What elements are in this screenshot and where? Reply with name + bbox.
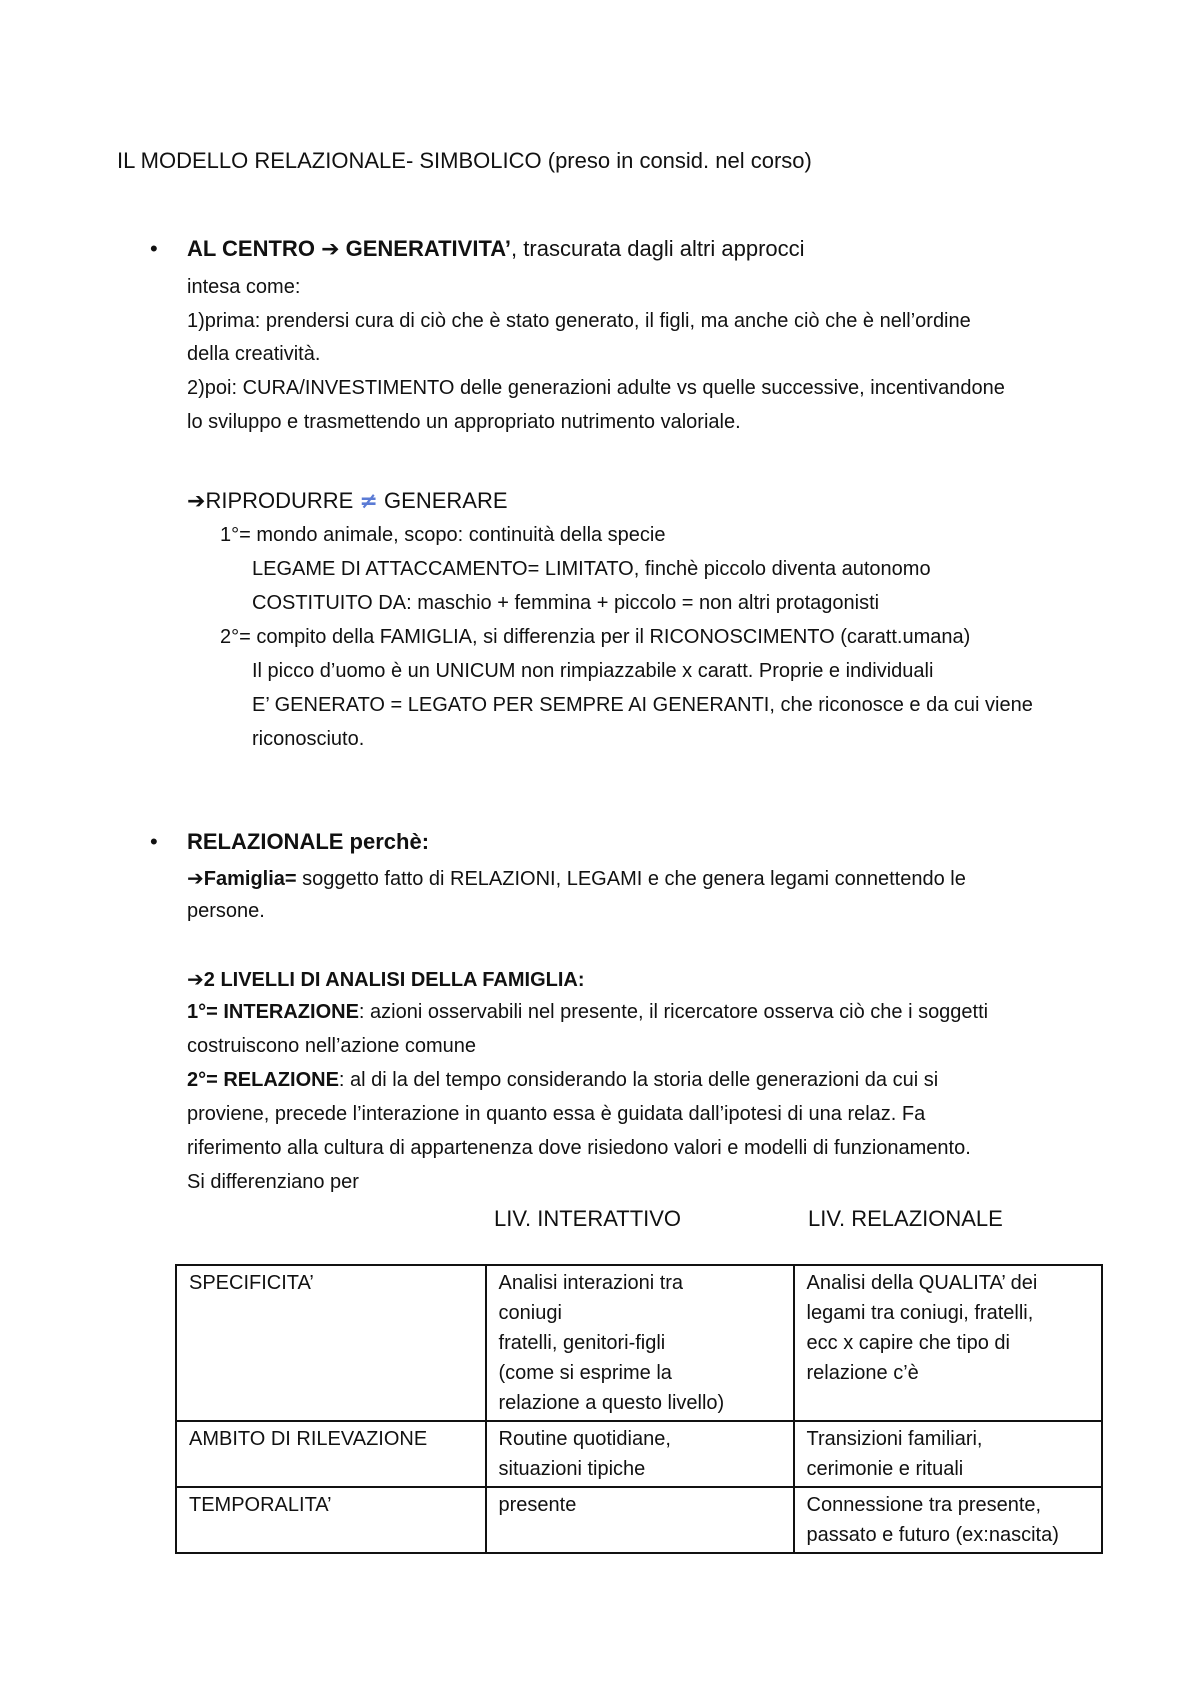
relazionale-cell [794, 1421, 1102, 1487]
interattivo-cell [486, 1265, 794, 1421]
section2-heading: RELAZIONALE perchè: [187, 829, 430, 854]
detail-line: LEGAME DI ATTACCAMENTO= LIMITATO, finchè piccolo diventa autonomo [252, 558, 931, 580]
first-point: 1°= mondo animale, scopo: continuità della specie [220, 524, 666, 546]
page-title: IL MODELLO RELAZIONALE- SIMBOLICO (preso in consid. nel corso) [117, 148, 812, 173]
relazione-cont: proviene, precede l’interazione in quanto essa è guidata dall’ipotesi di una relaz. Fa [187, 1103, 926, 1125]
cell-line: relazione c’è [806, 1362, 919, 1384]
table-row [176, 1487, 1102, 1553]
table-row [176, 1421, 1102, 1487]
levels-heading-text: 2 LIVELLI DI ANALISI DELLA FAMIGLIA: [203, 969, 585, 991]
detail-line: riconosciuto. [252, 728, 365, 750]
interazione-label: 1°= INTERAZIONE [187, 1001, 359, 1023]
interattivo-cell [486, 1487, 794, 1553]
interazione-line [187, 1001, 988, 1024]
cell-line: fratelli, genitori-figli [498, 1332, 666, 1354]
arrow-right-icon: ➔ [321, 237, 340, 262]
arrow-right-icon: ➔ [187, 967, 204, 991]
comparison-table [175, 1264, 1103, 1554]
famiglia-label: Famiglia= [203, 868, 297, 890]
cell-line: Transizioni familiari, [806, 1428, 983, 1450]
riprodurre-generare-heading [187, 488, 508, 514]
relazione-label: 2°= RELAZIONE [187, 1069, 339, 1091]
heading-al-centro: AL CENTRO [187, 236, 315, 261]
cell-line: presente [498, 1494, 577, 1516]
relazionale-cell [794, 1487, 1102, 1553]
generare-label: GENERARE [384, 488, 508, 513]
cell-line: cerimonie e rituali [806, 1458, 964, 1480]
famiglia-text: soggetto fatto di RELAZIONI, LEGAMI e che genera legami connettendo le [296, 868, 966, 890]
paragraph-line: 2)poi: CURA/INVESTIMENTO delle generazioni adulte vs quelle successive, incentivandone [187, 377, 1005, 399]
paragraph-line: 1)prima: prendersi cura di ciò che è stato generato, il figli, ma anche ciò che è nell’ordine [187, 310, 971, 332]
interazione-text: : azioni osservabili nel presente, il ricercatore osserva ciò che i soggetti [358, 1001, 989, 1023]
relazione-text: : al di la del tempo considerando la storia delle generazioni da cui si [338, 1069, 939, 1091]
table-row [176, 1265, 1102, 1421]
relazionale-cell [794, 1265, 1102, 1421]
paragraph-line: lo sviluppo e trasmettendo un appropriato nutrimento valoriale. [187, 411, 741, 433]
levels-heading [187, 967, 585, 992]
interattivo-cell [486, 1421, 794, 1487]
detail-line: E’ GENERATO = LEGATO PER SEMPRE AI GENERANTI, che riconosce e da cui viene [252, 694, 1033, 716]
interazione-cont: costruiscono nell’azione comune [187, 1035, 477, 1057]
relazione-cont: Si differenziano per [187, 1171, 359, 1193]
column-header-relazionale: LIV. RELAZIONALE [808, 1206, 1003, 1231]
relazione-cont: riferimento alla cultura di appartenenza dove risiedono valori e modelli di funzionamento. [187, 1137, 971, 1159]
famiglia-line [187, 866, 966, 891]
cell-line: Routine quotidiane, [498, 1428, 671, 1450]
row-label-cell [176, 1421, 486, 1487]
riprodurre-label: RIPRODURRE [205, 488, 354, 513]
paragraph-line: della creatività. [187, 343, 321, 365]
detail-line: Il picco d’uomo è un UNICUM non rimpiazzabile x caratt. Proprie e individuali [252, 660, 934, 682]
cell-line: legami tra coniugi, fratelli, [806, 1302, 1034, 1324]
cell-line: relazione a questo livello) [498, 1392, 725, 1414]
second-point: 2°= compito della FAMIGLIA, si differenzia per il RICONOSCIMENTO (caratt.umana) [220, 626, 971, 648]
relazione-line [187, 1069, 938, 1092]
row-label-cell [176, 1265, 486, 1421]
row-label: AMBITO DI RILEVAZIONE [189, 1428, 428, 1450]
bullet-marker: • [150, 829, 158, 854]
cell-line: Analisi interazioni tra [498, 1272, 684, 1294]
detail-line: COSTITUITO DA: maschio + femmina + piccolo = non altri protagonisti [252, 592, 880, 614]
cell-line: coniugi [498, 1302, 562, 1324]
cell-line: ecc x capire che tipo di [806, 1332, 1010, 1354]
heading-generativita: GENERATIVITA’ [345, 236, 512, 261]
cell-line: (come si esprime la [498, 1362, 672, 1384]
cell-line: Connessione tra presente, [806, 1494, 1042, 1516]
column-header-interattivo: LIV. INTERATTIVO [494, 1206, 682, 1231]
row-label: TEMPORALITA’ [189, 1494, 332, 1516]
cell-line: passato e futuro (ex:nascita) [806, 1524, 1059, 1546]
row-label-cell [176, 1487, 486, 1553]
section1-heading [187, 236, 805, 262]
paragraph-line: intesa come: [187, 276, 301, 298]
cell-line: Analisi della QUALITA’ dei [806, 1272, 1038, 1294]
row-label: SPECIFICITA’ [189, 1272, 314, 1294]
bullet-marker: • [150, 236, 158, 261]
not-equal-icon: ≠ [359, 489, 378, 514]
arrow-right-icon: ➔ [187, 489, 206, 514]
arrow-right-icon: ➔ [187, 866, 204, 890]
heading-rest: , trascurata dagli altri approcci [511, 236, 805, 261]
cell-line: situazioni tipiche [498, 1458, 646, 1480]
famiglia-cont: persone. [187, 900, 265, 922]
